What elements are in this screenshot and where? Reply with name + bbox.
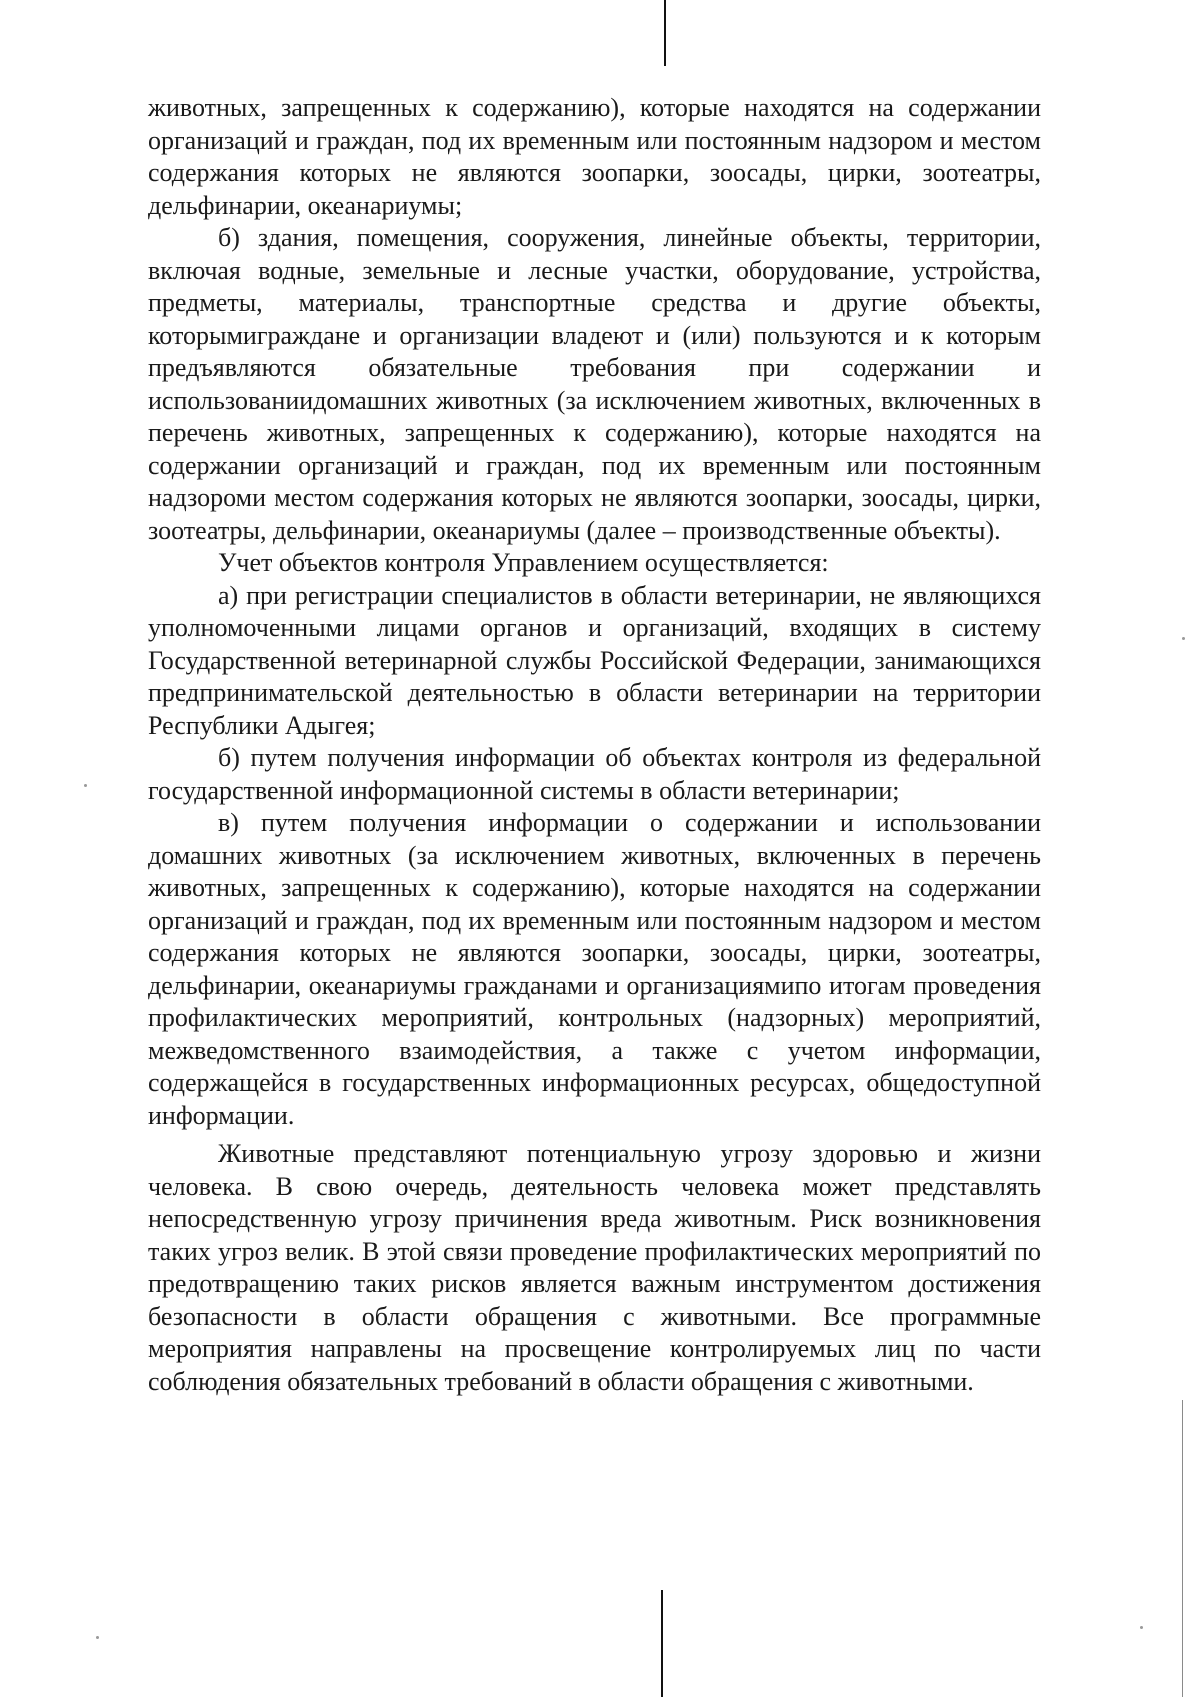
document-body — [148, 92, 1041, 1398]
paragraph-accounting-item-b: б) путем получения информации об объектах контроля из федеральной государственной информационной системы в области ветеринарии; — [148, 743, 1041, 805]
scan-edge-line — [1182, 1400, 1183, 1697]
scan-speck — [1182, 637, 1185, 640]
paragraph-risk-summary: Животные представляют потенциальную угрозу здоровью и жизни человека. В свою очередь, деятельность человека может представлять непосредственную угрозу причинения вреда животным. Риск возникновения таких угроз велик. В этой связи проведение профилактических мероприятий по предотвращению таких рисков является важным инструментом достижения безопасности в области обращения с животными. Все программные мероприятия направлены на просвещение контролируемых лиц по части соблюдения обязательных требований в области обращения с животными. — [148, 1139, 1041, 1396]
scan-speck — [1140, 1626, 1143, 1629]
scan-speck — [96, 1636, 99, 1639]
paragraph-accounting-item-v: в) путем получения информации о содержании и использовании домашних животных (за исключением животных, включенных в перечень животных, запрещенных к содержанию), которые находятся на содержании организаций и граждан, под их временным или постоянным надзором и местом содержания которых не являются зоопарки, зоосады, цирки, зоотеатры, дельфинарии, океанариумы гражданами и организациямипо итогам проведения профилактических мероприятий, контрольных (надзорных) мероприятий, межведомственного взаимодействия, а также с учетом информации, содержащейся в государственных информационных ресурсах, общедоступной информации. — [148, 808, 1041, 1130]
scan-speck — [84, 784, 87, 787]
scan-binding-mark-bottom — [661, 1590, 663, 1697]
paragraph-item-b-production-objects: б) здания, помещения, сооружения, линейные объекты, территории, включая водные, земельные и лесные участки, оборудование, устройства, предметы, материалы, транспортные средства и другие объекты, которымиграждане и организации владеют и (или) пользуются и к которым предъявляются обязательные требования при содержании и использованиидомашних животных (за исключением животных, включенных в перечень животных, запрещенных к содержанию), которые находятся на содержании организаций и граждан, под их временным или постоянным надзороми местом содержания которых не являются зоопарки, зоосады, цирки, зоотеатры, дельфинарии, океанариумы (далее – производственные объекты). — [148, 223, 1041, 545]
paragraph-accounting-item-a: а) при регистрации специалистов в области ветеринарии, не являющихся уполномоченными лицами органов и организаций, входящих в систему Государственной ветеринарной службы Российской Федерации, занимающихся предпринимательской деятельностью в области ветеринарии на территории Республики Адыгея; — [148, 580, 1041, 740]
paragraph-animals-continuation: животных, запрещенных к содержанию), которые находятся на содержании организаций и граждан, под их временным или постоянным надзором и местом содержания которых не являются зоопарки, зоосады, цирки, зоотеатры, дельфинарии, океанариумы; — [148, 93, 1041, 220]
paragraph-accounting-intro: Учет объектов контроля Управлением осуществляется: — [218, 548, 829, 577]
scan-binding-mark-top — [664, 0, 666, 66]
